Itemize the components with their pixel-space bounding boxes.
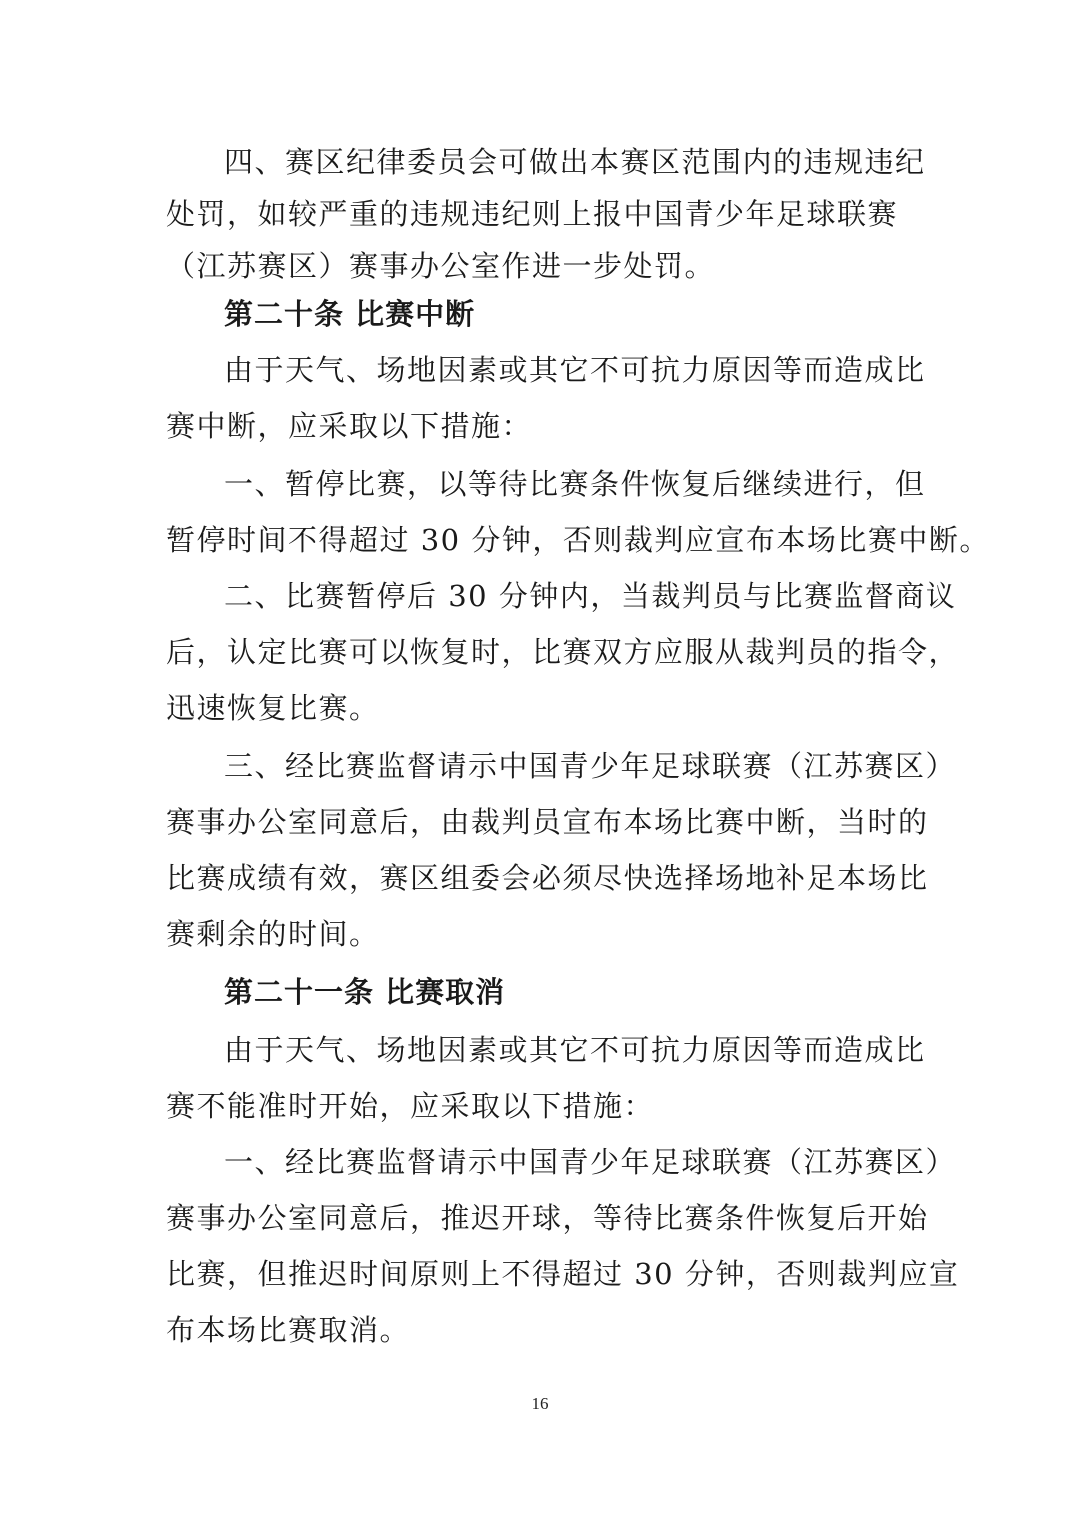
paragraph-line: 赛中断，应采取以下措施： — [166, 409, 533, 443]
paragraph-line: 由于天气、场地因素或其它不可抗力原因等而造成比 — [224, 1033, 926, 1067]
paragraph-line: 迅速恢复比赛。 — [166, 691, 380, 725]
paragraph-line: 比赛，但推迟时间原则上不得超过 30 分钟，否则裁判应宣 — [166, 1257, 960, 1291]
paragraph-line: 处罚，如较严重的违规违纪则上报中国青少年足球联赛 — [166, 197, 899, 231]
paragraph-line: 由于天气、场地因素或其它不可抗力原因等而造成比 — [224, 353, 926, 387]
paragraph-line: 二、比赛暂停后 30 分钟内，当裁判员与比赛监督商议 — [224, 579, 957, 613]
article-heading: 第二十一条 比赛取消 — [224, 975, 506, 1009]
paragraph-line: 赛不能准时开始，应采取以下措施： — [166, 1089, 655, 1123]
paragraph-line: 赛剩余的时间。 — [166, 917, 380, 951]
paragraph-line: 赛事办公室同意后，由裁判员宣布本场比赛中断，当时的 — [166, 805, 929, 839]
paragraph-line: 一、暂停比赛，以等待比赛条件恢复后继续进行，但 — [224, 467, 926, 501]
paragraph-line: 赛事办公室同意后，推迟开球，等待比赛条件恢复后开始 — [166, 1201, 929, 1235]
paragraph-line: 比赛成绩有效，赛区组委会必须尽快选择场地补足本场比 — [166, 861, 929, 895]
paragraph-line: 三、经比赛监督请示中国青少年足球联赛（江苏赛区） — [224, 749, 957, 783]
paragraph-line: 布本场比赛取消。 — [166, 1313, 411, 1347]
paragraph-line: 暂停时间不得超过 30 分钟，否则裁判应宣布本场比赛中断。 — [166, 523, 990, 557]
paragraph-line: 四、赛区纪律委员会可做出本赛区范围内的违规违纪 — [224, 145, 926, 179]
paragraph-line: 一、经比赛监督请示中国青少年足球联赛（江苏赛区） — [224, 1145, 957, 1179]
article-heading: 第二十条 比赛中断 — [224, 297, 476, 331]
page-number: 16 — [531, 1394, 549, 1413]
paragraph-line: 后，认定比赛可以恢复时，比赛双方应服从裁判员的指令， — [166, 635, 960, 669]
paragraph-line: （江苏赛区）赛事办公室作进一步处罚。 — [166, 249, 716, 283]
